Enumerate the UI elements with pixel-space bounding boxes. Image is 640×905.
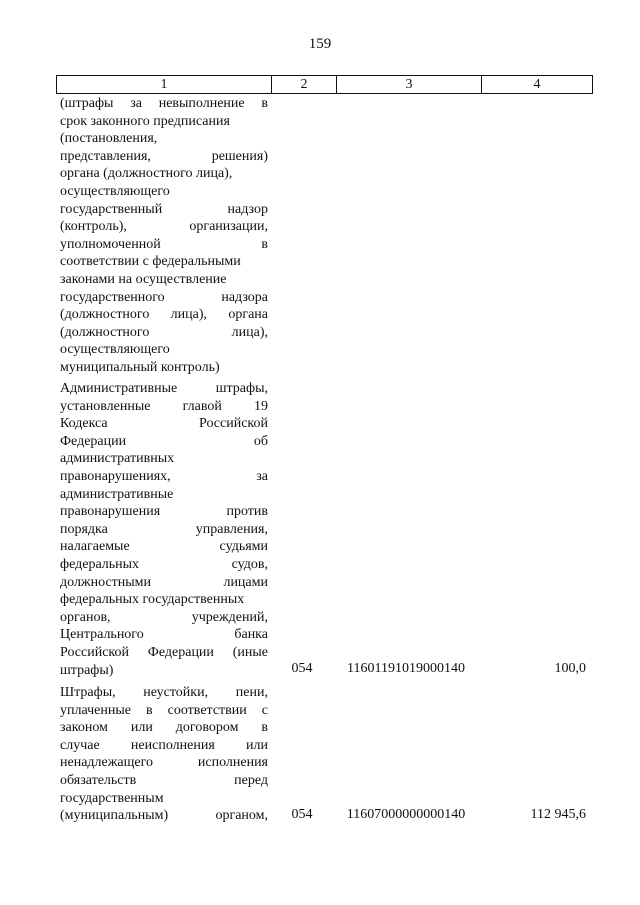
amount: 112 945,6 [530, 807, 586, 822]
header-col-2: 2 [272, 76, 337, 94]
desc-line: федеральных государственных [60, 592, 245, 608]
desc-line: Штрафы, неустойки, пени, [60, 685, 268, 700]
row-description [60, 684, 268, 825]
desc-line: (штрафы за невыполнение в [60, 96, 268, 111]
desc-line: органа (должностного лица), [60, 166, 233, 182]
desc-line: правонарушениях, за [60, 468, 268, 484]
desc-line: законами на осуществление [60, 271, 227, 287]
header-col-3: 3 [337, 76, 482, 94]
desc-line: уплаченные в соответствии с [60, 702, 268, 718]
desc-line: (постановления, [60, 131, 158, 147]
admin-code: 054 [291, 807, 313, 822]
desc-line: правонарушения против [60, 504, 268, 520]
desc-line: органов, учреждений, [60, 609, 268, 625]
desc-line: должностными лицами [60, 574, 268, 590]
desc-line: государственным [60, 790, 164, 806]
desc-line: Кодекса Российской [60, 416, 268, 432]
budget-classification-code: 11607000000000140 [346, 807, 466, 822]
header-col-1: 1 [57, 76, 272, 94]
desc-line: (контроль), организации, [60, 219, 268, 235]
desc-line: Российской Федерации (иные [60, 644, 268, 660]
desc-line: муниципальный контроль) [60, 359, 220, 375]
desc-line: установленные главой 19 [60, 398, 268, 414]
desc-line: (должностного лица), органа [60, 307, 268, 323]
desc-line: Административные штрафы, [60, 381, 268, 396]
desc-line: срок законного предписания [60, 113, 230, 129]
desc-line: административных [60, 451, 175, 467]
desc-line: федеральных судов, [60, 556, 268, 572]
desc-line: законом или договором в [60, 720, 268, 736]
row-description [60, 380, 268, 679]
desc-line: обязательств перед [60, 772, 268, 788]
desc-line: ненадлежащего исполнения [60, 755, 268, 771]
desc-line: случае неисполнения или [60, 737, 268, 753]
desc-line: уполномоченной в [60, 236, 268, 252]
desc-line: Федерации об [60, 433, 268, 449]
header-col-4: 4 [482, 76, 593, 94]
desc-line: государственный надзор [60, 201, 268, 217]
desc-line: представления, решения) [60, 148, 268, 164]
desc-line: осуществляющего [60, 342, 170, 358]
desc-line: (должностного лица), [60, 324, 268, 340]
desc-line: порядка управления, [60, 521, 268, 537]
row-description [60, 95, 268, 377]
desc-line: осуществляющего [60, 183, 170, 199]
desc-line: административные [60, 486, 174, 502]
budget-classification-code: 11601191019000140 [347, 661, 465, 676]
desc-line: соответствии с федеральными [60, 254, 241, 270]
desc-line: (муниципальным) органом, [60, 808, 268, 824]
desc-line: штрафы) [60, 662, 114, 678]
admin-code: 054 [291, 661, 313, 676]
desc-line: Центрального банка [60, 627, 268, 643]
desc-line: государственного надзора [60, 289, 268, 305]
page-number: 159 [308, 36, 332, 52]
desc-line: налагаемые судьями [60, 539, 268, 555]
table-header [56, 75, 593, 94]
amount: 100,0 [554, 661, 586, 676]
